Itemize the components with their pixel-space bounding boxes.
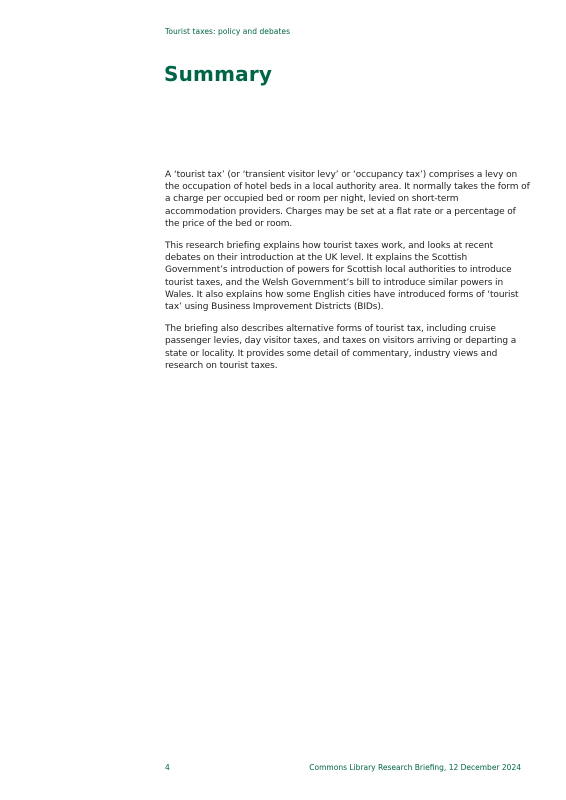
page-number: 4 — [165, 763, 170, 772]
summary-paragraph-3: The briefing also describes alternative forms of tourist tax, including cruise passenger levies, day visitor taxes, and taxes on visitors arriving or departing a state or locality. It provides some detail of commentary, industry views and research on tourist taxes. — [165, 324, 517, 371]
footer-citation: Commons Library Research Briefing, 12 December 2024 — [309, 763, 521, 772]
summary-paragraph-2: This research briefing explains how tourist taxes work, and looks at recent debates on their introduction at the UK level. It explains the Scottish Government’s introduction of powers for Scottish local authorities to introduce tourist taxes, and the Welsh Government’s bill to introduce similar powers in Wales. It also explains how some English cities have introduced forms of ‘tourist tax’ using Business Improvement Districts (BIDs). — [165, 241, 519, 313]
summary-paragraph-1: A ‘tourist tax’ (or ‘transient visitor levy’ or ‘occupancy tax’) comprises a levy on the occupation of hotel beds in a local authority area. It normally takes the form of a charge per occupied bed or room per night, levied on short-term accommodation providers. Charges may be set at a flat rate or a percentage of the price of the bed or room. — [165, 170, 530, 229]
running-header: Tourist taxes: policy and debates — [165, 27, 291, 36]
page-title: Summary — [164, 62, 273, 86]
summary-body — [165, 169, 531, 382]
